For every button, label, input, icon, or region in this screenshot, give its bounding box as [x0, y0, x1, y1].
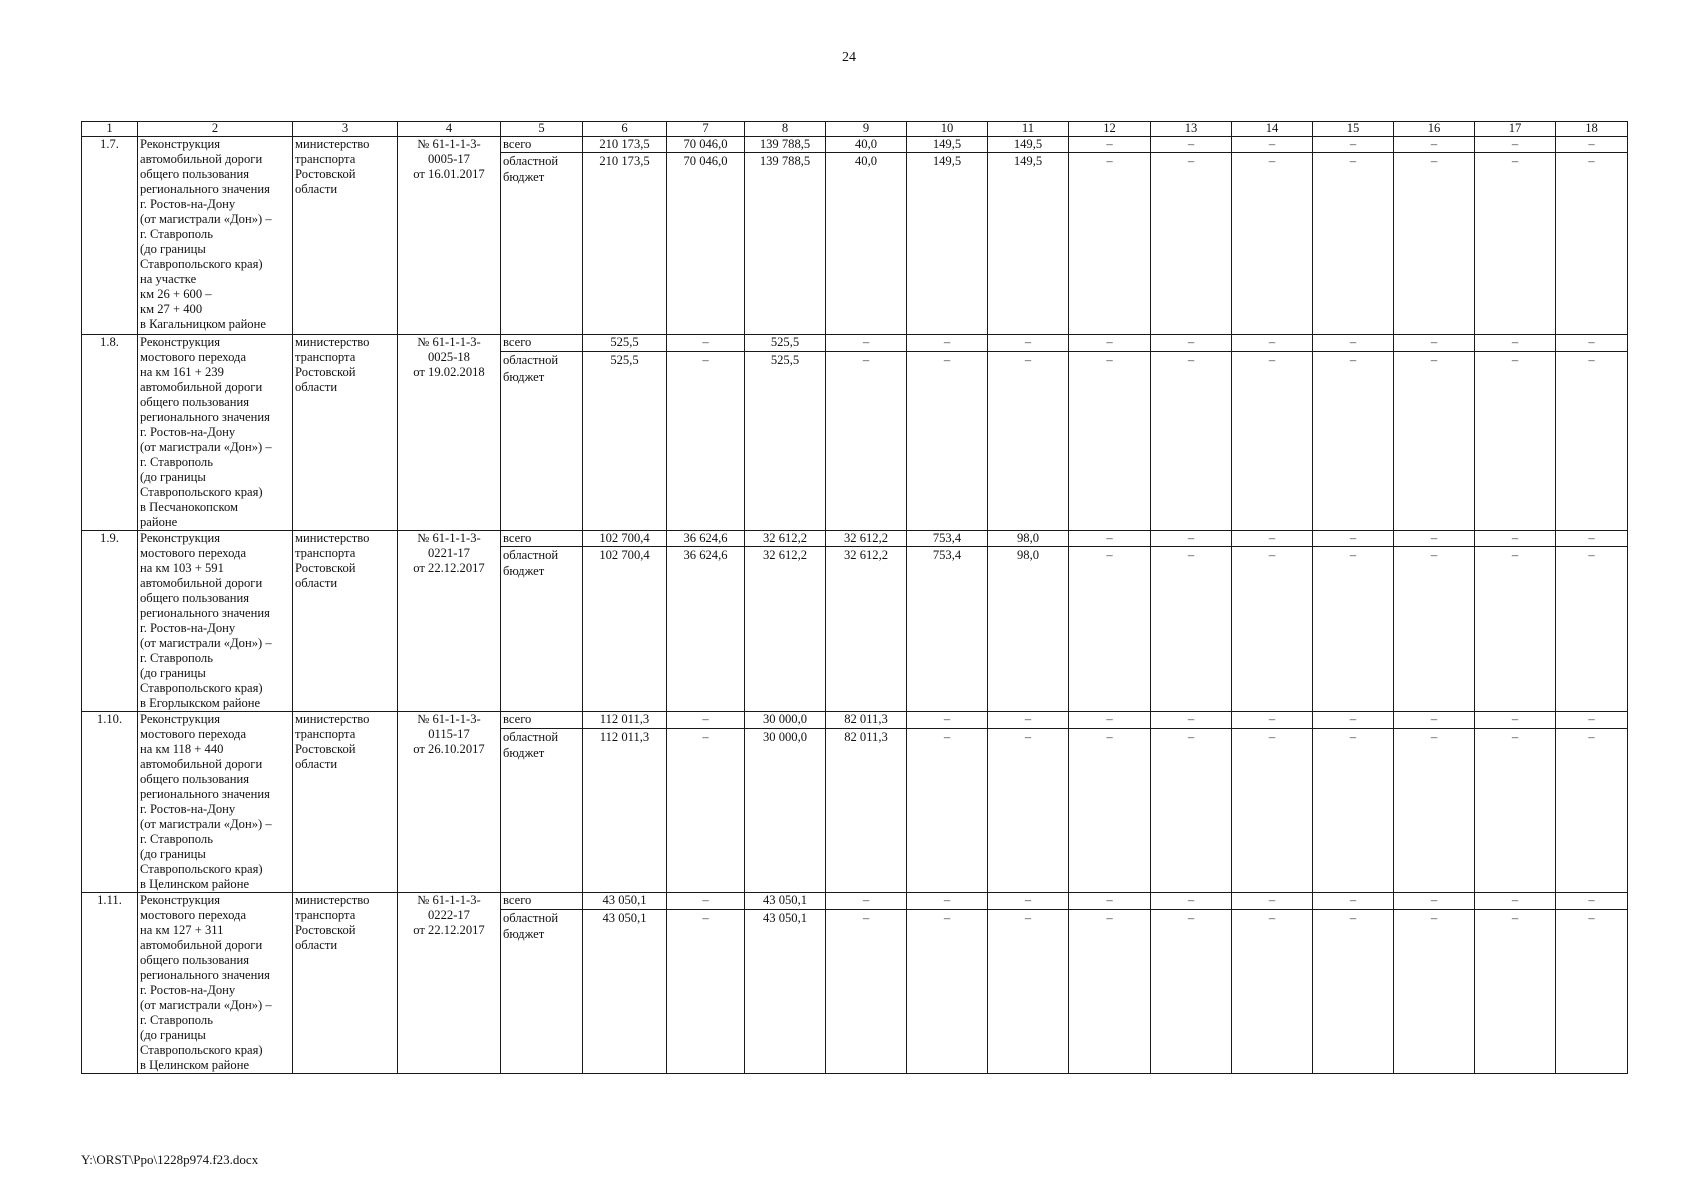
total-value-cell: –: [826, 893, 907, 910]
budget-value-cell: 210 173,5: [583, 153, 667, 335]
budget-value-cell: –: [1313, 909, 1394, 1073]
total-value-cell: –: [1232, 137, 1313, 153]
total-value-cell: –: [1475, 893, 1556, 910]
row-number-cell: 1.9.: [82, 531, 138, 712]
responsible-agency-cell: министерство транспорта Ростовской области: [293, 531, 398, 712]
total-value-cell: –: [1069, 893, 1151, 910]
total-value-cell: 102 700,4: [583, 531, 667, 547]
budget-table-container: [81, 121, 1628, 1074]
row-number-cell: 1.8.: [82, 335, 138, 531]
column-number-header: 13: [1151, 122, 1232, 137]
budget-value-cell: –: [1394, 909, 1475, 1073]
total-value-cell: 525,5: [745, 335, 826, 352]
column-number-header: 6: [583, 122, 667, 137]
total-value-cell: –: [1232, 335, 1313, 352]
budget-value-cell: –: [907, 728, 988, 892]
total-value-cell: –: [1394, 531, 1475, 547]
table-row: [82, 893, 1628, 910]
total-value-cell: –: [1556, 712, 1628, 729]
project-description-cell: Реконструкция мостового перехода на км 161 + 239 автомобильной дороги общего пользования регионального значения г. Ростов-на-Дону (от магистрали «Дон») – г. Ставрополь (до границы Ставропольского края) в Песчанокопском районе: [138, 335, 293, 531]
project-description-cell: Реконструкция мостового перехода на км 118 + 440 автомобильной дороги общего пользования регионального значения г. Ростов-на-Дону (от магистрали «Дон») – г. Ставрополь (до границы Ставропольского края) в Целинском районе: [138, 712, 293, 893]
column-number-header: 1: [82, 122, 138, 137]
funding-source-cell: областной бюджет: [501, 547, 583, 712]
budget-value-cell: –: [1556, 909, 1628, 1073]
funding-source-cell: всего: [501, 712, 583, 729]
budget-value-cell: –: [1232, 352, 1313, 531]
total-value-cell: 525,5: [583, 335, 667, 352]
budget-value-cell: –: [1475, 728, 1556, 892]
budget-value-cell: –: [667, 728, 745, 892]
budget-table: [81, 121, 1628, 1074]
funding-source-cell: областной бюджет: [501, 352, 583, 531]
budget-value-cell: –: [1069, 728, 1151, 892]
budget-value-cell: 98,0: [988, 547, 1069, 712]
total-value-cell: –: [907, 712, 988, 729]
total-value-cell: –: [1313, 531, 1394, 547]
budget-value-cell: 43 050,1: [745, 909, 826, 1073]
funding-source-cell: всего: [501, 335, 583, 352]
budget-value-cell: –: [1475, 547, 1556, 712]
budget-value-cell: –: [1475, 909, 1556, 1073]
budget-value-cell: –: [988, 352, 1069, 531]
total-value-cell: –: [1313, 893, 1394, 910]
total-value-cell: 149,5: [988, 137, 1069, 153]
total-value-cell: –: [1151, 893, 1232, 910]
budget-value-cell: –: [1556, 547, 1628, 712]
budget-value-cell: –: [907, 909, 988, 1073]
budget-value-cell: –: [1151, 728, 1232, 892]
document-number-cell: № 61-1-1-3- 0115-17 от 26.10.2017: [398, 712, 501, 893]
total-value-cell: –: [667, 335, 745, 352]
budget-value-cell: –: [1151, 547, 1232, 712]
total-value-cell: –: [667, 712, 745, 729]
budget-value-cell: –: [1313, 547, 1394, 712]
budget-value-cell: –: [1313, 728, 1394, 892]
row-number-cell: 1.7.: [82, 137, 138, 335]
column-number-header: 16: [1394, 122, 1475, 137]
budget-value-cell: –: [1475, 352, 1556, 531]
budget-value-cell: –: [1556, 728, 1628, 892]
project-description-cell: Реконструкция автомобильной дороги общего пользования регионального значения г. Ростов-на-Дону (от магистрали «Дон») – г. Ставрополь (до границы Ставропольского края) на участке км 26 + 600 – км 27 + 400 в Кагальницком районе: [138, 137, 293, 335]
total-value-cell: 36 624,6: [667, 531, 745, 547]
funding-source-cell: областной бюджет: [501, 909, 583, 1073]
total-value-cell: –: [988, 335, 1069, 352]
document-number-cell: № 61-1-1-3- 0025-18 от 19.02.2018: [398, 335, 501, 531]
budget-value-cell: 149,5: [907, 153, 988, 335]
total-value-cell: –: [1069, 712, 1151, 729]
funding-source-cell: областной бюджет: [501, 153, 583, 335]
column-number-header: 17: [1475, 122, 1556, 137]
total-value-cell: –: [1232, 712, 1313, 729]
budget-value-cell: 43 050,1: [583, 909, 667, 1073]
total-value-cell: –: [1394, 893, 1475, 910]
column-number-header: 9: [826, 122, 907, 137]
budget-value-cell: –: [1069, 547, 1151, 712]
total-value-cell: –: [1394, 335, 1475, 352]
total-value-cell: –: [907, 335, 988, 352]
column-number-header: 15: [1313, 122, 1394, 137]
document-number-cell: № 61-1-1-3- 0005-17 от 16.01.2017: [398, 137, 501, 335]
document-number-cell: № 61-1-1-3- 0222-17 от 22.12.2017: [398, 893, 501, 1074]
budget-value-cell: –: [1232, 547, 1313, 712]
column-number-header: 8: [745, 122, 826, 137]
budget-value-cell: –: [1394, 547, 1475, 712]
budget-value-cell: –: [826, 909, 907, 1073]
total-value-cell: 210 173,5: [583, 137, 667, 153]
total-value-cell: –: [1475, 531, 1556, 547]
budget-value-cell: –: [1069, 352, 1151, 531]
funding-source-cell: всего: [501, 531, 583, 547]
budget-value-cell: –: [988, 728, 1069, 892]
budget-value-cell: –: [1394, 352, 1475, 531]
total-value-cell: –: [1151, 712, 1232, 729]
total-value-cell: 139 788,5: [745, 137, 826, 153]
column-number-header: 11: [988, 122, 1069, 137]
table-row: [82, 712, 1628, 729]
total-value-cell: –: [1556, 893, 1628, 910]
total-value-cell: –: [1232, 893, 1313, 910]
responsible-agency-cell: министерство транспорта Ростовской области: [293, 893, 398, 1074]
document-number-cell: № 61-1-1-3- 0221-17 от 22.12.2017: [398, 531, 501, 712]
total-value-cell: –: [826, 335, 907, 352]
row-number-cell: 1.10.: [82, 712, 138, 893]
budget-value-cell: –: [907, 352, 988, 531]
budget-value-cell: –: [667, 909, 745, 1073]
budget-value-cell: 753,4: [907, 547, 988, 712]
total-value-cell: 30 000,0: [745, 712, 826, 729]
total-value-cell: –: [1556, 531, 1628, 547]
budget-value-cell: 139 788,5: [745, 153, 826, 335]
total-value-cell: –: [1069, 531, 1151, 547]
budget-value-cell: –: [1069, 153, 1151, 335]
total-value-cell: –: [1069, 137, 1151, 153]
column-number-header: 12: [1069, 122, 1151, 137]
budget-value-cell: –: [1313, 352, 1394, 531]
funding-source-cell: всего: [501, 137, 583, 153]
budget-value-cell: 32 612,2: [826, 547, 907, 712]
page-number: 24: [842, 50, 856, 65]
total-value-cell: 98,0: [988, 531, 1069, 547]
column-number-header: 18: [1556, 122, 1628, 137]
total-value-cell: –: [1232, 531, 1313, 547]
total-value-cell: 112 011,3: [583, 712, 667, 729]
project-description-cell: Реконструкция мостового перехода на км 127 + 311 автомобильной дороги общего пользования регионального значения г. Ростов-на-Дону (от магистрали «Дон») – г. Ставрополь (до границы Ставропольского края) в Целинском районе: [138, 893, 293, 1074]
budget-value-cell: –: [1313, 153, 1394, 335]
responsible-agency-cell: министерство транспорта Ростовской области: [293, 137, 398, 335]
budget-value-cell: –: [1232, 153, 1313, 335]
column-number-header: 14: [1232, 122, 1313, 137]
total-value-cell: –: [1313, 137, 1394, 153]
budget-value-cell: –: [988, 909, 1069, 1073]
budget-value-cell: 40,0: [826, 153, 907, 335]
total-value-cell: –: [1313, 712, 1394, 729]
budget-value-cell: 102 700,4: [583, 547, 667, 712]
budget-value-cell: –: [1232, 909, 1313, 1073]
funding-source-cell: областной бюджет: [501, 728, 583, 892]
total-value-cell: –: [1475, 137, 1556, 153]
total-value-cell: –: [667, 893, 745, 910]
budget-value-cell: –: [1151, 909, 1232, 1073]
total-value-cell: –: [1394, 712, 1475, 729]
total-value-cell: 82 011,3: [826, 712, 907, 729]
total-value-cell: –: [1069, 335, 1151, 352]
budget-value-cell: –: [1069, 909, 1151, 1073]
total-value-cell: –: [1151, 335, 1232, 352]
total-value-cell: –: [1475, 712, 1556, 729]
row-number-cell: 1.11.: [82, 893, 138, 1074]
total-value-cell: 70 046,0: [667, 137, 745, 153]
total-value-cell: –: [1556, 335, 1628, 352]
budget-value-cell: –: [1556, 352, 1628, 531]
table-row: [82, 531, 1628, 547]
budget-value-cell: –: [826, 352, 907, 531]
total-value-cell: –: [1475, 335, 1556, 352]
total-value-cell: –: [1313, 335, 1394, 352]
column-number-header: 2: [138, 122, 293, 137]
budget-value-cell: –: [1394, 153, 1475, 335]
responsible-agency-cell: министерство транспорта Ростовской области: [293, 712, 398, 893]
total-value-cell: 149,5: [907, 137, 988, 153]
budget-value-cell: 525,5: [583, 352, 667, 531]
budget-value-cell: –: [667, 352, 745, 531]
budget-value-cell: 32 612,2: [745, 547, 826, 712]
project-description-cell: Реконструкция мостового перехода на км 103 + 591 автомобильной дороги общего пользования регионального значения г. Ростов-на-Дону (от магистрали «Дон») – г. Ставрополь (до границы Ставропольского края) в Егорлыкском районе: [138, 531, 293, 712]
total-value-cell: –: [907, 893, 988, 910]
budget-value-cell: –: [1232, 728, 1313, 892]
total-value-cell: 43 050,1: [745, 893, 826, 910]
total-value-cell: –: [1151, 531, 1232, 547]
total-value-cell: 32 612,2: [826, 531, 907, 547]
budget-value-cell: –: [1394, 728, 1475, 892]
budget-value-cell: –: [1556, 153, 1628, 335]
responsible-agency-cell: министерство транспорта Ростовской области: [293, 335, 398, 531]
column-number-header: 7: [667, 122, 745, 137]
total-value-cell: –: [1151, 137, 1232, 153]
total-value-cell: –: [988, 712, 1069, 729]
budget-value-cell: –: [1475, 153, 1556, 335]
table-row: [82, 137, 1628, 153]
total-value-cell: 753,4: [907, 531, 988, 547]
column-number-header: 10: [907, 122, 988, 137]
total-value-cell: –: [988, 893, 1069, 910]
table-row: [82, 335, 1628, 352]
budget-value-cell: 82 011,3: [826, 728, 907, 892]
column-number-header: 3: [293, 122, 398, 137]
total-value-cell: 40,0: [826, 137, 907, 153]
budget-value-cell: 112 011,3: [583, 728, 667, 892]
total-value-cell: –: [1556, 137, 1628, 153]
total-value-cell: –: [1394, 137, 1475, 153]
budget-value-cell: –: [1151, 352, 1232, 531]
budget-value-cell: –: [1151, 153, 1232, 335]
total-value-cell: 32 612,2: [745, 531, 826, 547]
budget-value-cell: 30 000,0: [745, 728, 826, 892]
budget-value-cell: 525,5: [745, 352, 826, 531]
budget-value-cell: 149,5: [988, 153, 1069, 335]
column-number-header: 4: [398, 122, 501, 137]
total-value-cell: 43 050,1: [583, 893, 667, 910]
budget-value-cell: 36 624,6: [667, 547, 745, 712]
column-number-header: 5: [501, 122, 583, 137]
header-row: [82, 122, 1628, 137]
funding-source-cell: всего: [501, 893, 583, 910]
footer-file-path: Y:\ORST\Ppo\1228p974.f23.docx: [81, 1152, 259, 1167]
budget-value-cell: 70 046,0: [667, 153, 745, 335]
